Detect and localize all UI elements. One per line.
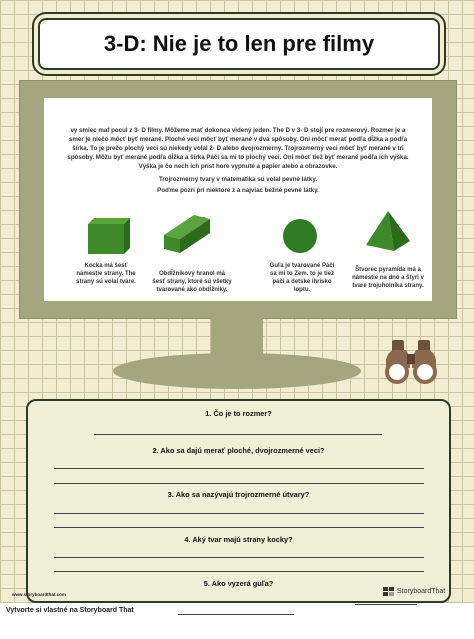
storyboardthat-logo — [383, 587, 445, 596]
intro-paragraph: vy smiec maf pocul z 3- D filmy. Môžeme mať dokonca videný jeden. The D v 3- D stojí pre rozmerový. Rozmer je a smer je niečo môcť byť merané. Ploché veci môcť byť merané v dva spôsoby. Oni môcť merať podľa dĺžka a podľa šírka. To je prečo plochý veci sú niekedy volal 2- D alebo dvojrozmerný. Trojrozmerný veci môcť byť merané v tri spôsoby. Môžu byť merané podľa dĺžka a šírka Páči sa mi to plochý veci. Oni môcť tiež byť merané podľa ich výška. Výška je čo nech ich príst hore vypnuté a papier alebo a obrazovke. — [67, 127, 409, 170]
monitor-neck — [211, 317, 263, 357]
answer-line-4b[interactable] — [54, 571, 424, 572]
rectangular-prism-icon — [164, 213, 212, 253]
footer-rule — [178, 614, 294, 615]
pyramid-caption: Štvorec pyramída má a námestie na dno a štyri v tvare trojuholníka strany. — [352, 267, 424, 289]
footer-text[interactable]: Vytvorte si vlastné na Storyboard That — [6, 607, 134, 614]
page-title: 3-D: Nie je to len pre filmy — [38, 18, 440, 70]
cube-icon — [88, 218, 130, 254]
cube-caption: Kocka má šesť námestie strany. The strany sú volal tváre. — [76, 263, 136, 285]
question-3: 3. Ako sa nazývajú trojrozmerné útvary? — [167, 490, 310, 499]
sphere-icon — [282, 218, 318, 254]
site-url: www.storyboardthat.com — [12, 592, 66, 597]
solids-paragraph: Trojrozmerný tvary v matematika sú volal pevné látky. — [158, 176, 318, 183]
question-2: 2. Ako sa dajú merať ploché, dvojrozmerné veci? — [152, 446, 325, 455]
answer-line-3a[interactable] — [54, 513, 424, 514]
answer-line-1[interactable] — [94, 434, 382, 435]
monitor-frame — [19, 80, 457, 319]
monitor-base — [113, 353, 361, 389]
sphere-caption: Guľa je tvarované Páči sa mi to Zem. to je tiež páči a detské ihrisko loptu. — [269, 263, 335, 293]
answer-line-4a[interactable] — [54, 557, 424, 558]
answer-line-2a[interactable] — [54, 468, 424, 469]
monitor-screen — [44, 98, 432, 301]
answer-line-3b[interactable] — [54, 527, 424, 528]
binoculars-icon — [382, 338, 440, 386]
footer-rule-right — [355, 604, 417, 605]
storyboard-logo-icon — [383, 587, 395, 596]
questions-box — [26, 399, 451, 603]
prism-caption: Obdĺžnikový hranol má šesť strany, ktoré sú všetky tvarované ako obdĺžniky. — [152, 271, 232, 293]
lets-look-paragraph: Poďme pozri pri niektoré z a najviac bežné pevné látky. — [157, 187, 319, 194]
answer-line-2b[interactable] — [54, 483, 424, 484]
logo-text: StoryboardThat — [397, 588, 446, 595]
pyramid-icon — [366, 211, 410, 251]
question-4: 4. Aký tvar majú strany kocky? — [184, 535, 293, 544]
question-5: 5. Ako vyzerá guľa? — [203, 579, 274, 588]
question-1: 1. Čo je to rozmer? — [205, 409, 272, 418]
